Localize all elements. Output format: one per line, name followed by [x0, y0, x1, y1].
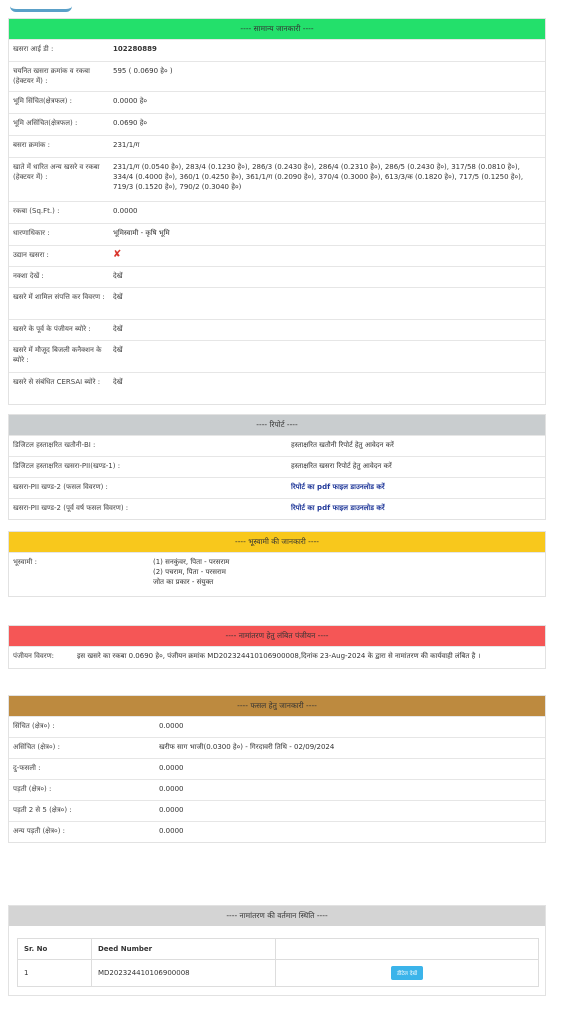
- deed-number-cell: MD202324410106900008: [92, 960, 276, 987]
- holding-type: जोत का प्रकार - संयुक्त: [153, 578, 214, 586]
- row-value: 231/1/ग: [113, 141, 140, 149]
- deed-number-header: Deed Number: [92, 939, 276, 960]
- row-label: उद्यान खसरा :: [13, 251, 49, 259]
- row-label: भूमि असिंचित(क्षेत्रफल) :: [13, 119, 78, 127]
- report-row: [9, 477, 545, 498]
- cersai-row: [9, 372, 545, 404]
- row-label: दु-फसली :: [13, 764, 41, 772]
- selected-khasra-row: [9, 61, 545, 91]
- row-value: 0.0000: [159, 827, 184, 835]
- row-label: बसरा क्रमांक :: [13, 141, 50, 149]
- crop-row: [9, 716, 545, 737]
- table-row: [18, 960, 539, 987]
- report-row: [9, 498, 545, 519]
- basra-number-row: [9, 135, 545, 157]
- owner-line: (2) पचराम, पिता - परसराम: [153, 568, 226, 576]
- property-tax-row: [9, 287, 545, 319]
- general-info-card: [8, 18, 546, 405]
- owner-row: [9, 552, 545, 596]
- khasra-id-row: [9, 39, 545, 61]
- owner-card: [8, 531, 546, 597]
- report-row: [9, 456, 545, 477]
- row-label: खसरे में शामिल संपत्ति कर विवरण :: [13, 293, 105, 301]
- row-value: खरीफ साग भाजी(0.0300 हे०) - गिरदावरी तिथि - 02/09/2024: [159, 743, 335, 751]
- crop-row: [9, 758, 545, 779]
- row-value: 0.0690 हे०: [113, 119, 148, 127]
- view-details-button[interactable]: डीटेल देखें: [391, 966, 423, 980]
- pending-header: ---- नामांतरण हेतु लंबित पंजीयन ----: [9, 626, 545, 646]
- electricity-row: [9, 340, 545, 372]
- download-pdf-link[interactable]: रिपोर्ट का pdf फाइल डाउनलोड करें: [291, 504, 385, 512]
- row-label: चयनित खसरा क्रमांक व रकबा (हेक्टयर में) :: [13, 67, 90, 85]
- row-label: असिंचित (क्षेत्र०) :: [13, 743, 60, 751]
- pending-row: [9, 646, 545, 668]
- sr-no-header: Sr. No: [18, 939, 92, 960]
- download-pdf-link[interactable]: रिपोर्ट का pdf फाइल डाउनलोड करें: [291, 483, 385, 491]
- row-label: खसरे से संबंधित CERSAI ब्योरे :: [13, 378, 101, 386]
- view-registration-link[interactable]: देखें: [113, 325, 123, 333]
- apply-khatauni-link[interactable]: हस्ताक्षरित खतौनी रिपोर्ट हेतु आवेदन करें: [291, 441, 394, 449]
- row-label: खाते में धारित अन्य खसरे व रकबा (हेक्टयर में) :: [13, 163, 100, 181]
- row-value: 0.0000: [113, 207, 138, 215]
- status-header: ---- नामांतरण की वर्तमान स्थिति ----: [9, 906, 545, 926]
- row-label: खसरे के पूर्व के पंजीयन ब्योरे :: [13, 325, 91, 333]
- row-label: नक्शा देखें :: [13, 272, 44, 280]
- report-row: [9, 435, 545, 456]
- row-value: 0.0000: [159, 806, 184, 814]
- cross-icon: ✘: [113, 249, 122, 260]
- row-value: 0.0000 हे०: [113, 97, 148, 105]
- khasra-id-value: 102280889: [113, 45, 157, 53]
- pending-value: इस खसरे का रकबा 0.0690 हे०, पंजीयन क्रमांक MD202324410106900008,दिनांक 23-Aug-2024 के द्वारा से नामांतरण की कार्यवाही लंबित है ।: [77, 652, 481, 660]
- area-sqft-row: [9, 201, 545, 223]
- owner-header: ---- भूस्वामी की जानकारी ----: [9, 532, 545, 552]
- unirrigated-row: [9, 113, 545, 135]
- row-label: खसरा-PII खण्ड-2 (फसल विवरण) :: [13, 483, 108, 491]
- view-map-link[interactable]: देखें: [113, 272, 123, 280]
- general-info-header: ---- सामान्य जानकारी ----: [9, 19, 545, 39]
- prior-registration-row: [9, 319, 545, 340]
- garden-khasra-row: [9, 245, 545, 266]
- row-label: खसरा आई डी :: [13, 45, 54, 53]
- view-cersai-link[interactable]: देखें: [113, 378, 123, 386]
- crop-row: [9, 821, 545, 842]
- action-header: [276, 939, 539, 960]
- mutation-status-card: [8, 905, 546, 996]
- report-card: [8, 414, 546, 520]
- pending-registration-card: [8, 625, 546, 669]
- crop-row: [9, 779, 545, 800]
- row-value: 595 ( 0.0690 हे० ): [113, 67, 173, 75]
- report-header: ---- रिपोर्ट ----: [9, 415, 545, 435]
- row-value: 0.0000: [159, 764, 184, 772]
- row-label: पड़ती 2 से 5 (क्षेत्र०) :: [13, 806, 72, 814]
- view-electricity-link[interactable]: देखें: [113, 346, 123, 354]
- row-value: 0.0000: [159, 785, 184, 793]
- map-row: [9, 266, 545, 287]
- crop-row: [9, 800, 545, 821]
- row-label: अन्य पड़ती (क्षेत्र०) :: [13, 827, 66, 835]
- deed-table: [17, 938, 539, 987]
- tenure-row: [9, 223, 545, 245]
- row-label: खसरे में मौजूद बिजली कनैक्शन के ब्योरे :: [13, 346, 102, 364]
- irrigated-row: [9, 91, 545, 113]
- row-label: धारणाधिकार :: [13, 229, 50, 237]
- other-khasra-row: [9, 157, 545, 201]
- apply-khasra-link[interactable]: हस्ताक्षरित खसरा रिपोर्ट हेतु आवेदन करें: [291, 462, 392, 470]
- row-value: भूमिस्वामी - कृषि भूमि: [113, 229, 170, 237]
- row-value: 231/1/ग (0.0540 हे०), 283/4 (0.1230 हे०), 286/3 (0.2430 हे०), 286/4 (0.2310 हे०), 286/5 (0.2430 हे०), 317/58 (0.0810 हे०), 334/4 (0.4000 हे०), 360/1 (0.4250 हे०), 361/1/ग (0.2090 हे०), 370/4 (0.3000 हे०), 613/3/क (0.1820 हे०), 717/5 (0.1250 हे०), 719/3 (0.1520 हे०), 790/2 (0.3040 हे०): [113, 163, 524, 191]
- crop-row: [9, 737, 545, 758]
- row-label: डिजिटल हस्ताक्षरित खतौनी-BI :: [13, 441, 96, 449]
- view-property-tax-link[interactable]: देखें: [113, 293, 123, 301]
- row-label: खसरा-PII खण्ड-2 (पूर्व वर्ष फसल विवरण) :: [13, 504, 129, 512]
- crop-header: ---- फसल हेतु जानकारी ----: [9, 696, 545, 716]
- row-label: पड़ती (क्षेत्र०) :: [13, 785, 52, 793]
- row-label: भूमि सिंचित(क्षेत्रफल) :: [13, 97, 73, 105]
- owner-line: (1) सनकुंवर, पिता - परसराम: [153, 558, 230, 566]
- row-label: डिजिटल हस्ताक्षरित खसरा-PII(खण्ड-1) :: [13, 462, 121, 470]
- pending-label: पंजीयन विवरण:: [13, 652, 55, 660]
- top-tab-indicator[interactable]: [10, 0, 72, 12]
- row-label: सिंचित (क्षेत्र०) :: [13, 722, 55, 730]
- crop-info-card: [8, 695, 546, 843]
- sr-no-cell: 1: [18, 960, 92, 987]
- owner-label: भूस्वामी :: [13, 558, 37, 566]
- row-value: 0.0000: [159, 722, 184, 730]
- row-label: रकबा (Sq.Ft.) :: [13, 207, 60, 215]
- table-header-row: [18, 939, 539, 960]
